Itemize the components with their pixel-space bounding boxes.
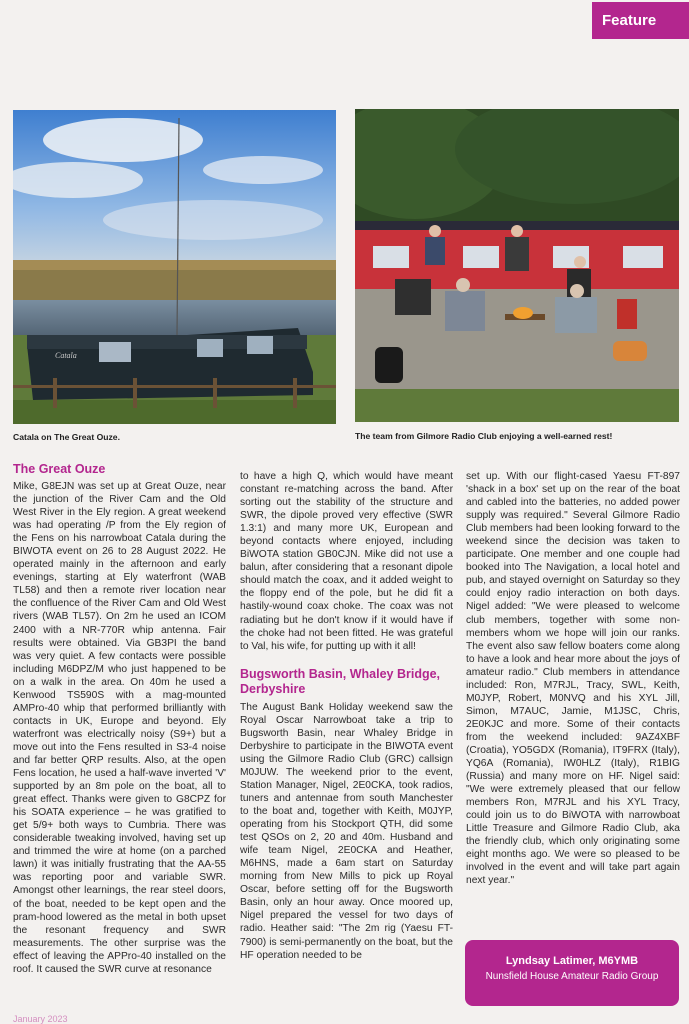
photo-caption-left: Catala on The Great Ouze. [13, 432, 120, 442]
heading-bugsworth-basin: Bugsworth Basin, Whaley Bridge, Derbyshire [240, 666, 441, 696]
photo-narrowboat-catala [13, 110, 336, 424]
paragraph-great-ouze-continued: to have a high Q, which would have meant constant re-matching across the band. After sorting out the stability of the structure and SWR, the dipole proved very effective (SWR 1.3:1) and many more UK, European and beyond contacts where enjoyed, including BiWOTA station GB0CJN. Mike did not use a balun, after considering that a resonant dipole should match the coax, and it added weight to the floppy end of the pole, but he did fit a hastily-wound coax choke. The coax was not radiating but he don't know if it would have if the choke had not been fitted. He was grateful to Val, his wife, for putting up with it all! [240, 471, 453, 652]
article-column-2 [240, 470, 453, 962]
section-tab-feature: Feature [592, 2, 689, 39]
author-byline-box [465, 940, 679, 1006]
narrowboat-photo-illustration [13, 110, 336, 424]
paragraph-great-ouze: Mike, G8EJN was set up at Great Ouze, near the junction of the River Cam and the Old West River in the Ely region. A great weekend was had operating /P from the Ely region of the Fens on his narrowboat Catala during the BIWOTA event on 26 to 28 August 2022. He operated mainly in the afternoon and early evenings, starting at Ely waterfront (WAB TL58) and then a remote river location near the confluence of the River Cam and Old West rivers (WAB TL57). On 2m he used an ICOM 2400 with a NR-770R whip antenna. Fair results were obtained. Via GB3PI the band was very quiet. A few contacts were possible including M6DPZ/M who just happened to be on a walk in the area. On 40m he used a Kenwood TS590S with a mag-mounted AMPro-40 whip that performed brilliantly with contacts in UK, Europe and beyond. Ely waterfront was electrically noisy (S9+) but a move out into the Fens resulted in S3-4 noise and far better QRP results. Also, at the open Fens location, he used a half-wave inverted 'V' supported by an 8m pole on the boat, all to great effect. Thanks were given to G8CPZ for his SOATA experience – he was gratified to get 5/9+ both ways to Cumbria. There was considerable tweaking involved, having set up and trimmed the wire at home (on a parched lawn) it was initially frustrating that the AA-55 was reporting poor and variable SWR. Amongst other learnings, the rear steel doors, of the boat, needed to be kept open and the pram-hood lowered as the metal in both upset the resonant frequency and SWR measurements. The other surprise was the effect of leaving the APPro-40 installed on the roof. It caused the SWR curve at resonance [13, 481, 226, 975]
paragraph-bugsworth-continued: set up. With our flight-cased Yaesu FT-897 'shack in a box' set up on the rear of the boat and cabled into the batteries, no added power supply was required." Several Gilmore Radio Club members had been looking forward to the weekend since the decision was taken to participate. One member and one couple had booked into The Navigation, a local hotel and pub, and stayed overnight on Saturday so they could enjoy radio interaction on both days. Nigel added: "We were pleased to welcome club members, together with some non-members whom we hope will join our ranks. The event also saw fellow boaters come along to have a look and hear more about the joys of amateur radio." Club members in attendance included: Ron, M7RJL, Tracy, SWL, Keith, M0JYP, Robert, M0NVQ and his XYL Jill, Simon, M7AUC, Jamie, M1JSC, Chris, 2E0KJC and more. Some of their contacts from the weekend included: 9AZ4XBF (Croatia), YO5GDX (Romania), IT9FRX (Italy), YQ6A (Romania), IW0HLZ (Italy), R1BIG (Russia) and many more on HF. Nigel said: "We were extremely pleased that our fellow members Ron, M7RJL and his XYL Tracy, could join us to do BiWOTA with narrowboat Little Treasure and Gilmore Radio Club, aka the friendly club, which only originating some eight months ago. We were so pleased to be involved in the event and will take part again next year." [466, 471, 680, 887]
paragraph-bugsworth-basin: The August Bank Holiday weekend saw the Royal Oscar Narrowboat take a trip to Bugsworth Basin, near Whaley Bridge in Derbyshire to participate in the BIWOTA event using the Gilmore Radio Club (GRC) callsign M0JUW. The weekend prior to the event, Station Manager, Nigel, 2E0CKA, took radios, tuners and antennae from south Manchester to the boat and, together with Keith, M0JYP, operating from his Stockport QTH, did some test QSOs on 2, 20 and 40m. Husband and wife team Nigel, 2E0CKA and Heather, M6HNS, made a 6am start on Saturday morning from New Mills to pick up Royal Oscar, before setting off for the Bugsworth Basin, only an hour away. Once moored up, Nigel prepared the vessel for two days of radio. Heather said: "The 2m rig (Yaesu FT-7900) is semi-permanently on the boat, but the HF operation needed to be [240, 701, 453, 961]
photo-gilmore-team [355, 109, 679, 422]
boat-name-text: Catala [55, 351, 77, 360]
team-photo-illustration [355, 109, 679, 422]
photo-caption-right: The team from Gilmore Radio Club enjoying a well-earned rest! [355, 431, 613, 441]
author-organisation: Nunsfield House Amateur Radio Group [485, 971, 659, 982]
author-name: Lyndsay Latimer, M6YMB [505, 955, 639, 967]
heading-great-ouze: The Great Ouze [13, 462, 106, 476]
footer-issue-date: January 2023 [13, 1014, 68, 1024]
article-column-1 [13, 480, 226, 976]
article-column-3 [466, 470, 680, 888]
